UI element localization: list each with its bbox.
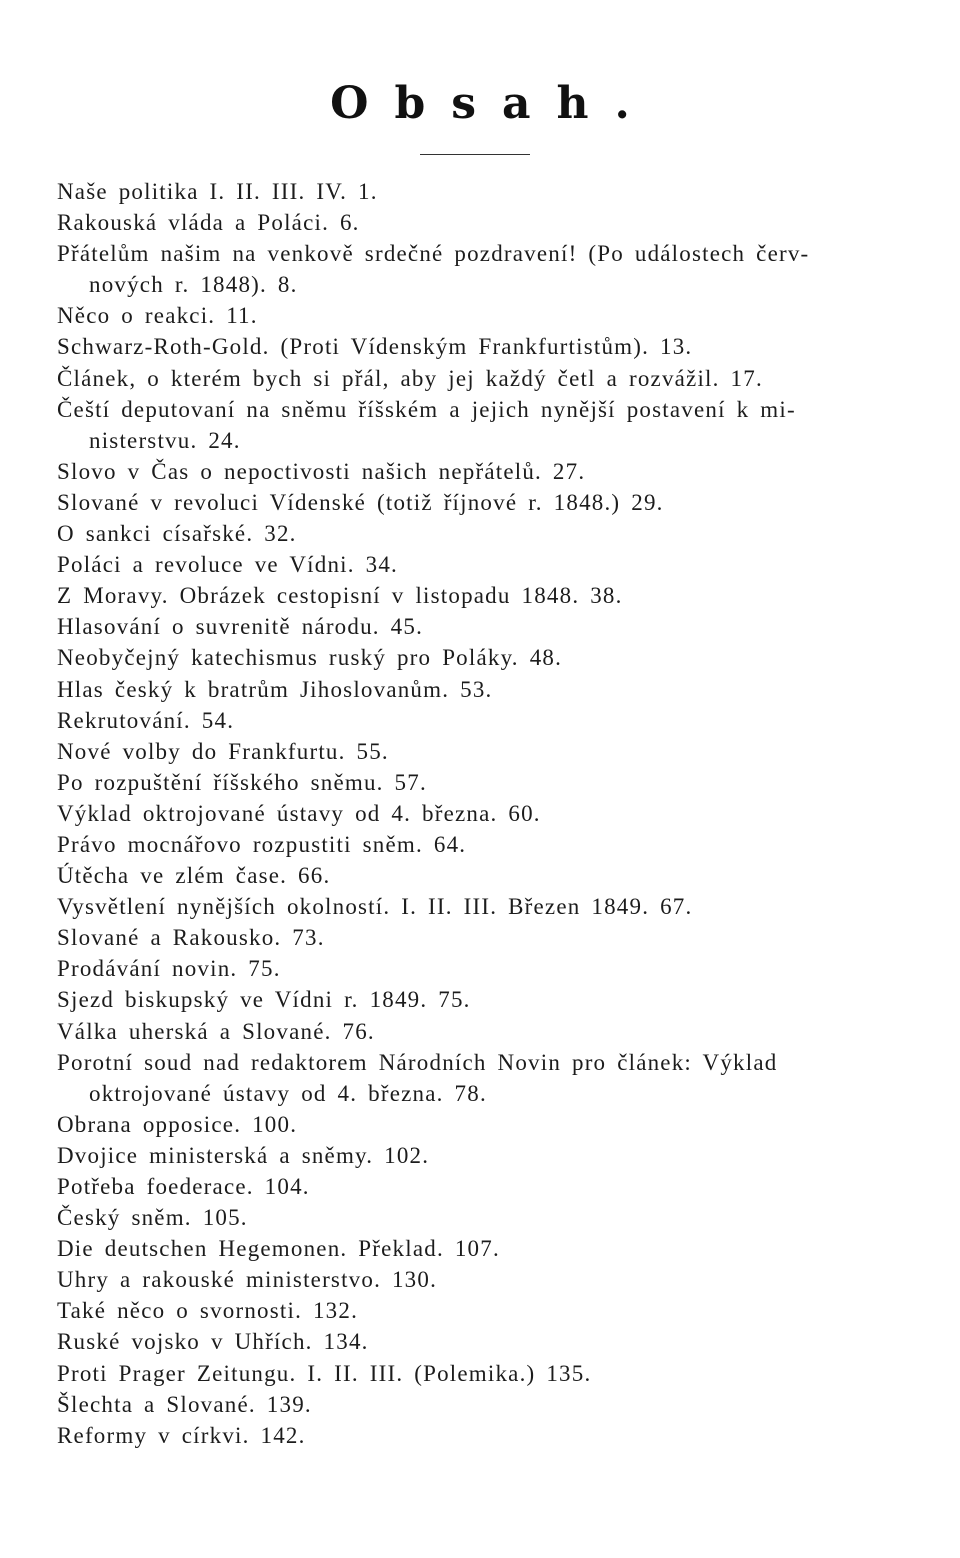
toc-entry-line: Ruské vojsko v Uhřích. 134. [57, 1329, 369, 1355]
toc-entry-line: Rekrutování. 54. [57, 707, 235, 733]
toc-entry-line: Rakouská vláda a Poláci. 6. [57, 210, 360, 236]
toc-entry-line: Dvojice ministerská a sněmy. 102. [57, 1142, 430, 1168]
toc-entry-line: Uhry a rakouské ministerstvo. 130. [57, 1267, 438, 1293]
toc-entry-line: Naše politika I. II. III. IV. 1. [57, 179, 378, 204]
toc-entry-line: Porotní soud nad redaktorem Národních Novin pro článek: Výklad [57, 1049, 778, 1075]
toc-entry [57, 1016, 903, 1047]
toc-entry [57, 1047, 903, 1109]
toc-entry-line: Vysvětlení nynějších okolností. I. II. III. Březen 1849. 67. [57, 894, 693, 920]
toc-entry [57, 984, 903, 1015]
toc-entry [57, 953, 903, 984]
toc-entry-line: Potřeba foederace. 104. [57, 1174, 310, 1199]
toc-entry-line: Obrana opposice. 100. [57, 1111, 298, 1137]
toc-entry-line: Reformy v církvi. 142. [57, 1422, 306, 1448]
toc-entry [57, 1389, 903, 1420]
toc-entry [57, 456, 903, 487]
page-title: Obsah. [330, 78, 656, 129]
toc-entry [57, 1295, 903, 1326]
toc-entry [57, 705, 903, 736]
toc-entry [57, 331, 903, 362]
toc-entry-line: Prodávání novin. 75. [57, 956, 281, 982]
toc-entry-line: Neobyčejný katechismus ruský pro Poláky. 48. [57, 645, 563, 671]
toc-entry-line: Sjezd biskupský ve Vídni r. 1849. 75. [57, 987, 471, 1013]
toc-entry [57, 300, 903, 331]
toc-entry [57, 394, 903, 456]
toc-entry [57, 549, 903, 580]
toc-entry-line: Slované a Rakousko. 73. [57, 925, 325, 951]
toc-entry [57, 674, 903, 705]
toc-entry-line: Také něco o svornosti. 132. [57, 1298, 359, 1324]
toc-entry [57, 611, 903, 642]
toc-entry-line: Proti Prager Zeitungu. I. II. III. (Polemika.) 135. [57, 1360, 592, 1386]
toc-entry-line: Článek, o kterém bych si přál, aby jej každý četl a rozvážil. 17. [57, 365, 763, 391]
toc-entry [57, 798, 903, 829]
toc-entry-continuation: oktrojované ústavy od 4. března. 78. [89, 1080, 487, 1106]
toc-entry-line: Nové volby do Frankfurtu. 55. [57, 738, 389, 764]
toc-entry-continuation: nových r. 1848). 8. [89, 272, 298, 298]
toc-entry-line: Die deutschen Hegemonen. Překlad. 107. [57, 1236, 500, 1262]
toc-entry [57, 922, 903, 953]
toc-entry-line: Výklad oktrojované ústavy od 4. března. 60. [57, 800, 541, 826]
toc-entry [57, 176, 903, 207]
toc-entry-line: Hlasování o suvrenitě národu. 45. [57, 614, 424, 640]
toc-entry [57, 1264, 903, 1295]
toc-entry [57, 1202, 903, 1233]
toc-entry [57, 207, 903, 238]
toc-entry-line: Poláci a revoluce ve Vídni. 34. [57, 552, 399, 578]
toc-entry-line: O sankci císařské. 32. [57, 521, 297, 547]
toc-entry-line: Český sněm. 105. [57, 1205, 248, 1231]
toc-entry [57, 1109, 903, 1140]
toc-entry [57, 1233, 903, 1264]
toc-entry [57, 1358, 903, 1389]
toc-entry [57, 767, 903, 798]
toc-entry-line: Právo mocnářovo rozpustiti sněm. 64. [57, 831, 467, 857]
toc-entry [57, 518, 903, 549]
toc-entry [57, 860, 903, 891]
toc-entry-line: Útěcha ve zlém čase. 66. [57, 863, 331, 889]
toc-entry [57, 736, 903, 767]
toc-entry-line: Válka uherská a Slované. 76. [57, 1018, 375, 1044]
toc-entry-line: Čeští deputovaní na sněmu říšském a jejich nynější postavení k mi- [57, 396, 796, 422]
table-of-contents [57, 176, 903, 1451]
toc-entry [57, 1171, 903, 1202]
toc-entry-line: Přátelům našim na venkově srdečné pozdravení! (Po událostech červ- [57, 241, 810, 267]
toc-entry [57, 487, 903, 518]
toc-entry-line: Šlechta a Slované. 139. [57, 1391, 312, 1417]
toc-entry-line: Něco o reakci. 11. [57, 303, 258, 329]
toc-entry [57, 238, 903, 300]
toc-entry [57, 829, 903, 860]
toc-entry-line: Hlas český k bratrům Jihoslovanům. 53. [57, 676, 493, 702]
toc-entry-line: Schwarz-Roth-Gold. (Proti Vídenským Frankfurtistům). 13. [57, 334, 693, 360]
toc-entry [57, 580, 903, 611]
toc-entry [57, 363, 903, 394]
toc-entry [57, 642, 903, 673]
title-rule [420, 154, 530, 155]
toc-entry-line: Z Moravy. Obrázek cestopisní v listopadu 1848. 38. [57, 583, 623, 609]
toc-entry [57, 1140, 903, 1171]
toc-entry [57, 1420, 903, 1451]
toc-entry-line: Po rozpuštění říšského sněmu. 57. [57, 769, 427, 795]
toc-entry-continuation: nisterstvu. 24. [89, 427, 241, 453]
toc-entry [57, 1326, 903, 1357]
toc-entry [57, 891, 903, 922]
toc-entry-line: Slovo v Čas o nepoctivosti našich nepřátelů. 27. [57, 458, 586, 484]
toc-entry-line: Slované v revoluci Vídenské (totiž říjnové r. 1848.) 29. [57, 489, 664, 515]
